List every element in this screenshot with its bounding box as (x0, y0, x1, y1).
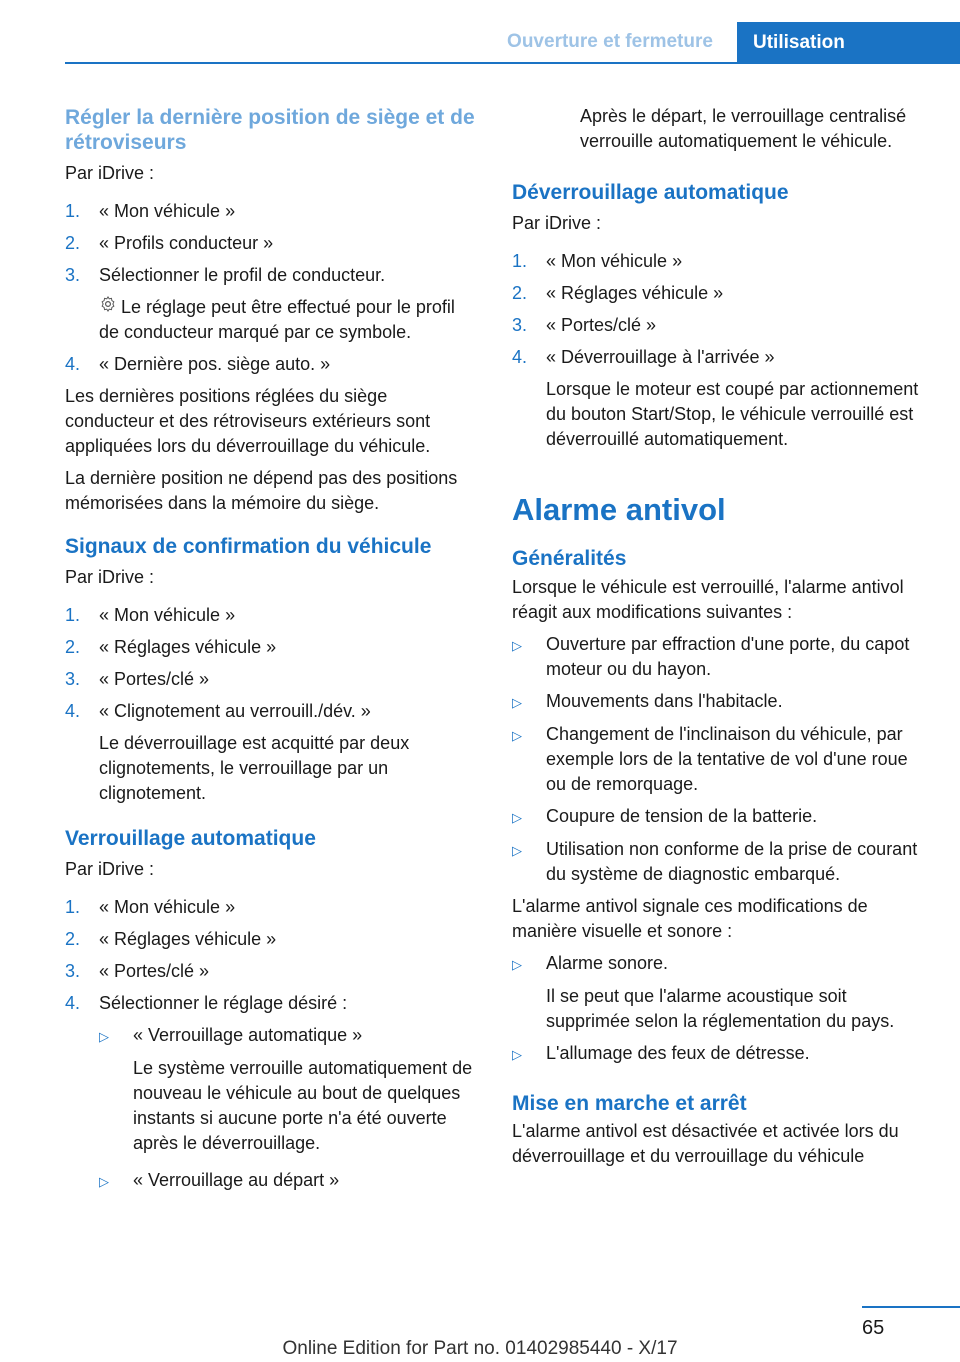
list-item: 1. « Mon véhicule » (512, 251, 683, 271)
signal-list (512, 951, 927, 1067)
signal-note: Il se peut que l'alarme acoustique soit supprimée selon la réglementation du pays. (546, 986, 895, 1031)
seat-note: Le réglage peut être effectué pour le profil de conducteur marqué par ce symbole. (99, 297, 455, 342)
gear-icon (99, 295, 121, 320)
paragraph: L'alarme antivol est désactivée et activée lors du déverrouillage et du verrouillage du véhicule (512, 1121, 899, 1166)
list-item: 4. « Déverrouillage à l'arrivée » (512, 347, 775, 367)
list-item: 1. « Mon véhicule » (65, 201, 236, 221)
idrive-label: Par iDrive : (512, 213, 602, 233)
triangle-bullet-icon: ▷ (512, 1047, 522, 1062)
heading-general: Généralités (512, 547, 627, 570)
triangle-bullet-icon: ▷ (99, 1174, 109, 1189)
idrive-label: Par iDrive : (65, 859, 155, 879)
list-item: 4. Sélectionner le réglage désiré : (65, 993, 348, 1013)
triangle-bullet-icon: ▷ (99, 1029, 109, 1044)
list-item: 1. « Mon véhicule » (65, 897, 236, 917)
heading-seat-position: Régler la dernière position de siège et de rétroviseurs (65, 106, 475, 154)
right-column (512, 100, 927, 1169)
heading-confirmation-signals: Signaux de confirmation du véhicule (65, 535, 432, 558)
idrive-label: Par iDrive : (65, 567, 155, 587)
heading-on-off: Mise en marche et arrêt (512, 1092, 747, 1115)
autolock-steps (65, 895, 475, 1194)
list-item: 4. « Dernière pos. siège auto. » (65, 354, 331, 374)
paragraph: L'alarme antivol signale ces modifications de manière visuelle et sonore : (512, 896, 868, 941)
list-item: 4. « Clignotement au verrouill./dév. » (65, 701, 371, 721)
list-item: 2. « Réglages véhicule » (65, 637, 277, 657)
paragraph: La dernière position ne dépend pas des positions mémorisées dans la mémoire du siège. (65, 468, 458, 513)
unlock-steps (512, 249, 927, 452)
list-item: ▷ Coupure de tension de la batterie. (512, 804, 927, 830)
heading-auto-unlock: Déverrouillage automatique (512, 181, 789, 204)
paragraph: Lorsque le véhicule est verrouillé, l'alarme antivol réagit aux modifications suivantes : (512, 577, 904, 622)
heading-anti-theft-alarm: Alarme antivol (512, 492, 726, 527)
triangle-bullet-icon: ▷ (512, 843, 522, 858)
confirm-note: Le déverrouillage est acquitté par deux clignotements, le verrouillage par un clignotement. (99, 733, 410, 803)
page-number-rule (862, 1306, 960, 1308)
list-item: ▷ Alarme sonore. (512, 951, 927, 977)
header-rule (65, 62, 960, 64)
unlock-note: Lorsque le moteur est coupé par actionnement du bouton Start/Stop, le véhicule verrouillé est déverrouillé automatiquement. (546, 379, 919, 449)
triangle-bullet-icon: ▷ (512, 728, 522, 743)
header-active-tab: Utilisation (737, 22, 960, 64)
autolock-options (99, 1023, 475, 1194)
header-section-title: Ouverture et fermeture (507, 31, 713, 52)
list-item: ▷ Changement de l'inclinaison du véhicule, par exemple lors de la tentative de vol d'une roue ou de remorquage. (512, 722, 927, 797)
triangle-bullet-icon: ▷ (512, 695, 522, 710)
triangle-bullet-icon: ▷ (512, 810, 522, 825)
idrive-label: Par iDrive : (65, 163, 155, 183)
page-number: 65 (862, 1317, 885, 1339)
list-item: 1. « Mon véhicule » (65, 605, 236, 625)
triangle-bullet-icon: ▷ (512, 957, 522, 972)
list-item: 3. « Portes/clé » (65, 961, 210, 981)
list-item: ▷ « Verrouillage automatique » (99, 1023, 475, 1049)
list-item: 2. « Réglages véhicule » (512, 283, 724, 303)
list-item: 2. « Réglages véhicule » (65, 929, 277, 949)
footer-edition: Online Edition for Part no. 01402985440 - X/17 (282, 1338, 678, 1359)
seat-steps (65, 199, 475, 377)
list-item: 3. « Portes/clé » (512, 315, 657, 335)
paragraph: Les dernières positions réglées du siège conducteur et des rétroviseurs extérieurs sont appliquées lors du déverrouillage du véhicule. (65, 386, 431, 456)
list-item: 2. « Profils conducteur » (65, 233, 274, 253)
autolock-opt2-note: Après le départ, le verrouillage centralisé verrouille automatiquement le véhicule. (580, 106, 907, 151)
list-item: ▷ L'allumage des feux de détresse. (512, 1041, 927, 1067)
list-item: 3. Sélectionner le profil de conducteur. (65, 265, 386, 285)
list-item: ▷ Ouverture par effraction d'une porte, du capot moteur ou du hayon. (512, 632, 927, 682)
list-item: 3. « Portes/clé » (65, 669, 210, 689)
general-list (512, 632, 927, 887)
list-item: ▷ « Verrouillage au départ » (99, 1168, 475, 1194)
confirm-steps (65, 603, 475, 806)
triangle-bullet-icon: ▷ (512, 638, 522, 653)
list-item: ▷ Utilisation non conforme de la prise de courant du système de diagnostic embarqué. (512, 837, 927, 887)
heading-auto-lock: Verrouillage automatique (65, 827, 316, 850)
autolock-opt1-note: Le système verrouille automatiquement de nouveau le véhicule au bout de quelques instants si aucune porte n'a été ouverte après le déverrouillage. (133, 1058, 473, 1153)
left-column (65, 100, 475, 1194)
list-item: ▷ Mouvements dans l'habitacle. (512, 689, 927, 715)
